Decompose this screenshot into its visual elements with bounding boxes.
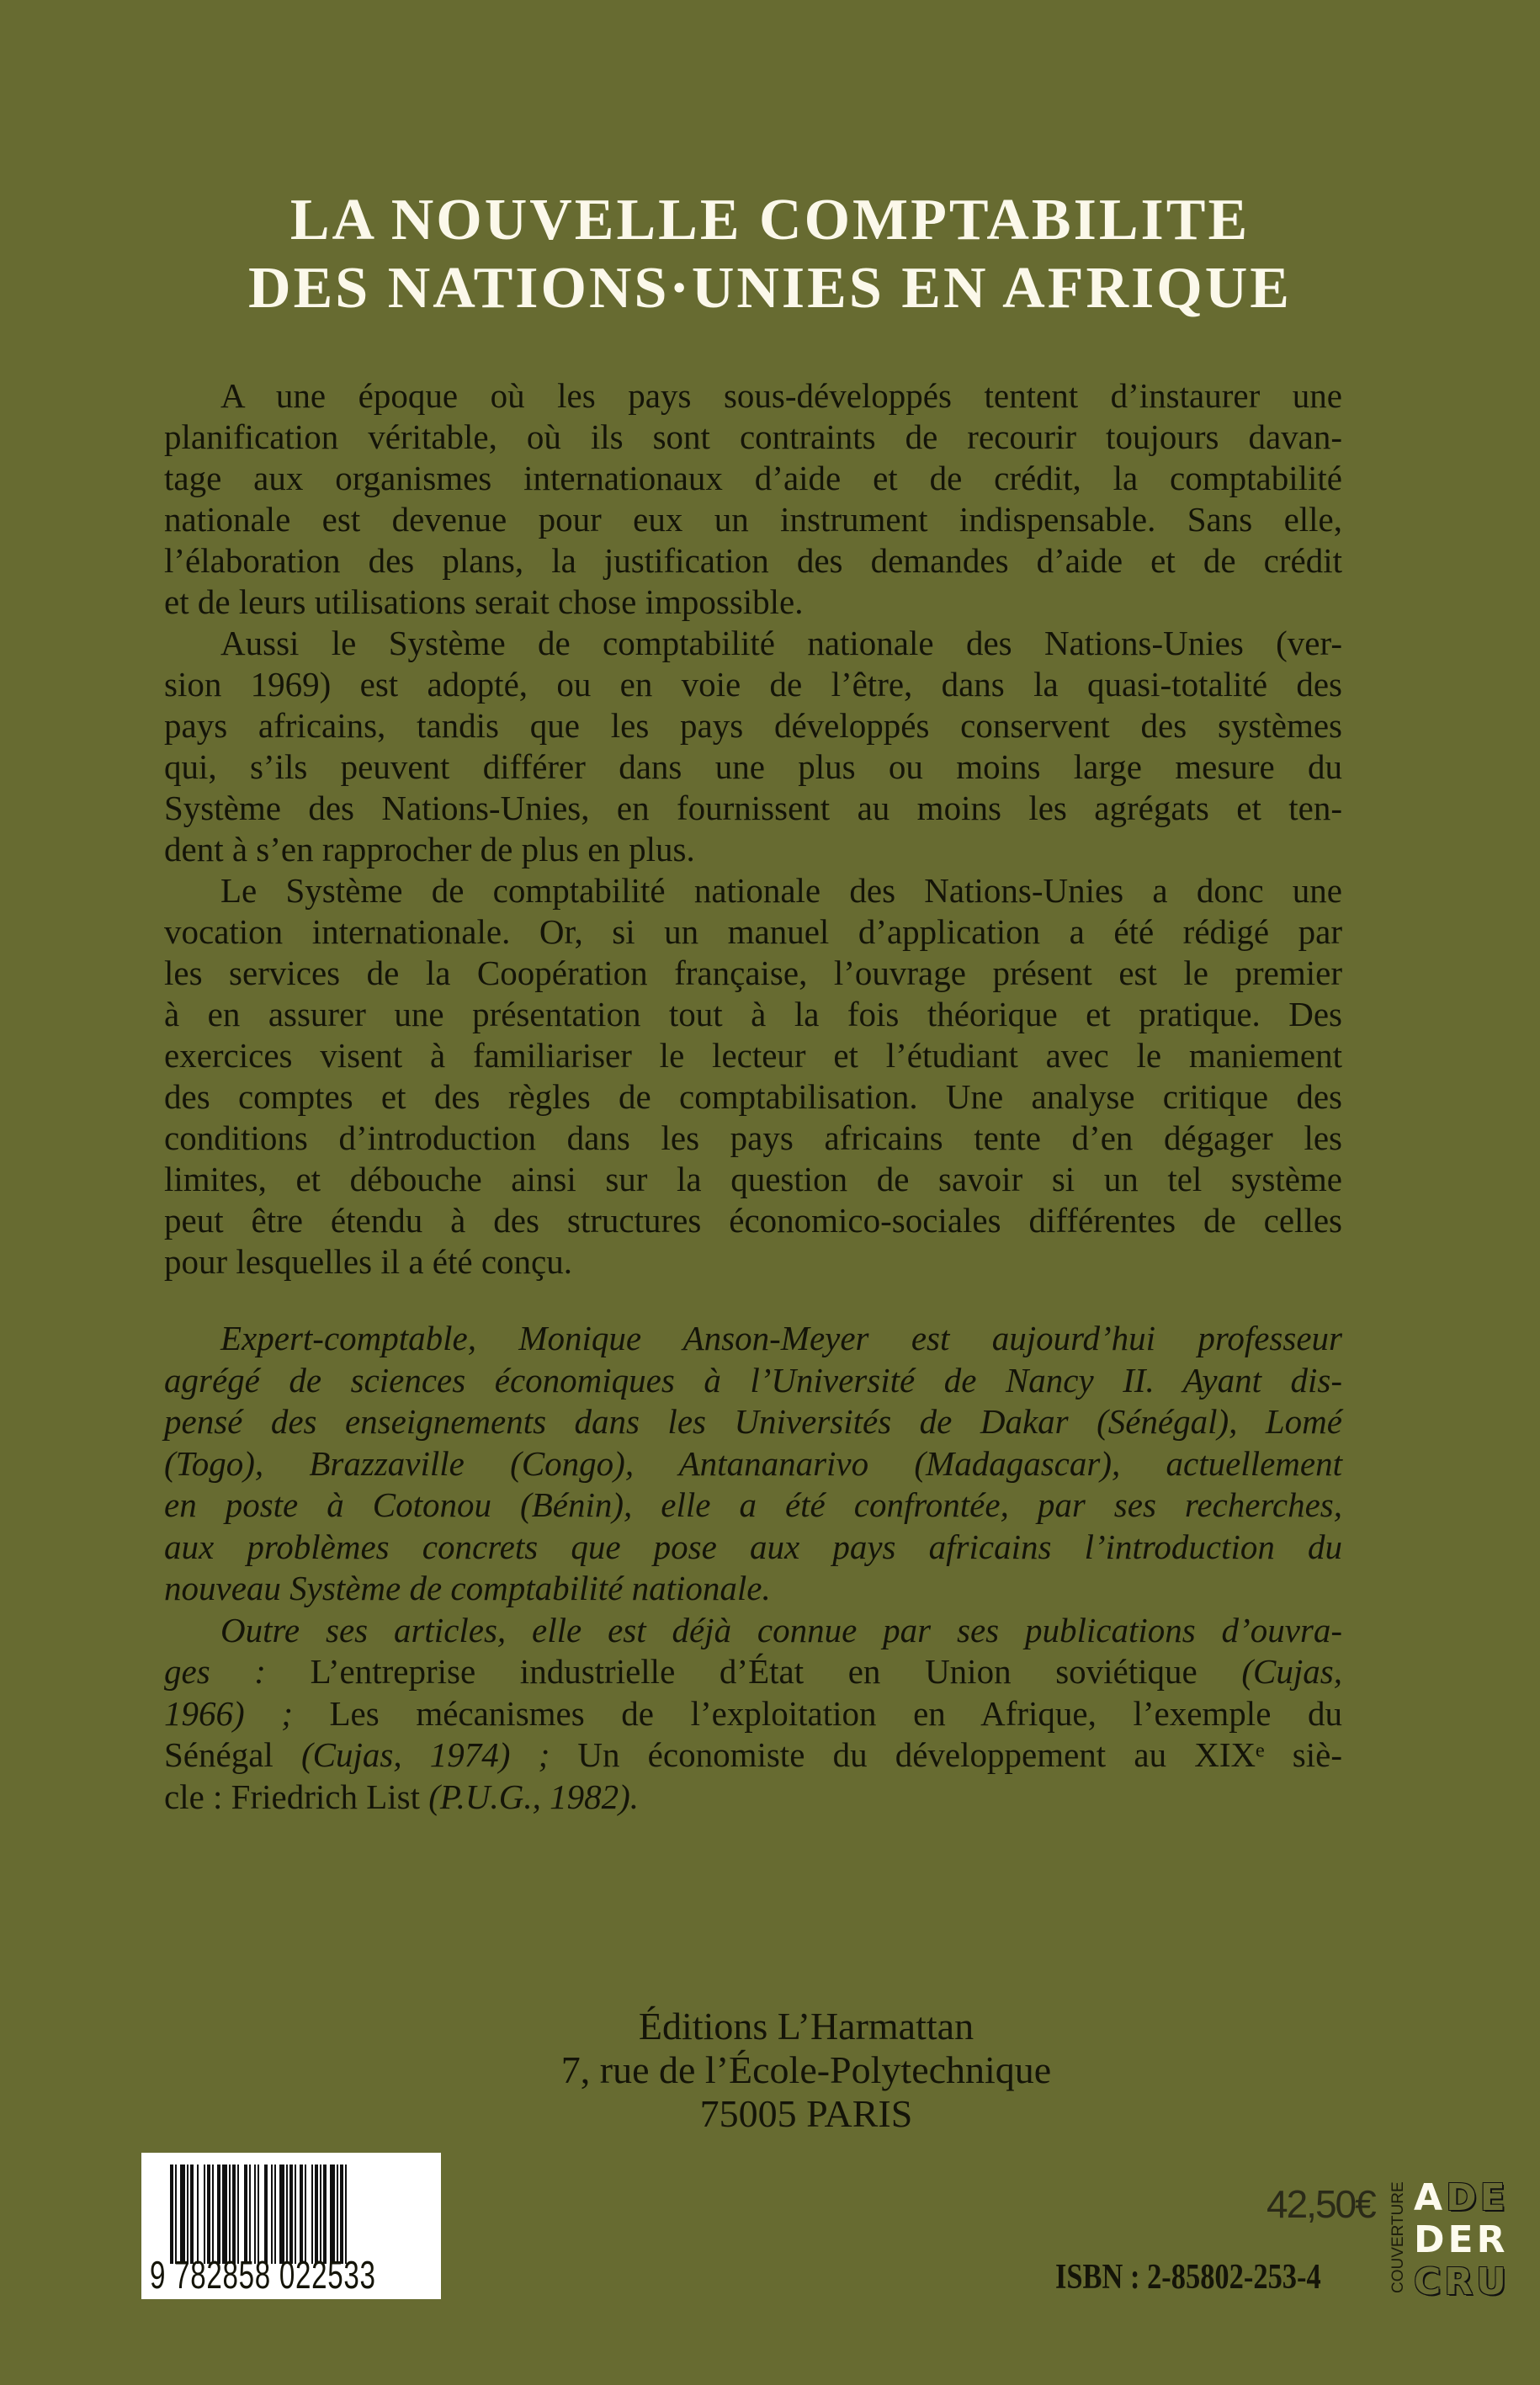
text-line: pour lesquelles il a été conçu. <box>164 1242 572 1281</box>
bio-line <box>164 1777 1342 1818</box>
italic-text: (Cujas, 1974) ; <box>300 1735 578 1774</box>
text-line: peut être étendu à des structures économico-sociales différentes de celles <box>164 1201 1342 1240</box>
text-line: dent à s’en rapprocher de plus en plus. <box>164 830 695 868</box>
title-line-1: LA NOUVELLE COMPTABILITE <box>289 188 1251 252</box>
text-line: sion 1969) est adopté, ou en voie de l’être, dans la quasi-totalité des <box>164 665 1342 704</box>
logo-row-3: CRU <box>1414 2260 1510 2303</box>
text-line: Système des Nations-Unies, en fournissent au moins les agrégats et ten- <box>164 789 1342 827</box>
roman-text: Un économiste du développement au XIXᵉ siè- <box>577 1735 1342 1774</box>
text-line: planification véritable, où ils sont contraints de recourir toujours davan- <box>164 417 1342 456</box>
barcode-bar <box>347 2165 350 2264</box>
text-line: Le Système de comptabilité nationale des Nations-Unies a donc une <box>220 871 1342 910</box>
text-line: les services de la Coopération française, l’ouvrage présent est le premier <box>164 953 1342 992</box>
barcode-bars <box>170 2165 414 2264</box>
publisher-street: 7, rue de l’École-Polytechnique <box>560 2048 1052 2091</box>
isbn: ISBN : 2-85802-253-4 <box>1055 2258 1321 2297</box>
bio-line <box>164 1443 1342 1485</box>
barcode-number: 9 782858 022533 <box>150 2253 376 2297</box>
publisher-name: Éditions L’Harmattan <box>638 2005 974 2048</box>
italic-text: aux problèmes concrets que pose aux pays africains l’introduction du <box>164 1527 1342 1566</box>
italic-text: nouveau Système de comptabilité nationale. <box>164 1569 771 1607</box>
roman-text: Sénégal <box>164 1735 301 1774</box>
italic-text: 1966) ; <box>164 1693 330 1733</box>
roman-text: L’entreprise industrielle d’État en Union soviétique <box>310 1652 1242 1691</box>
italic-text: ges : <box>164 1652 311 1691</box>
logo-vertical-text: COUVERTURE <box>1389 2181 1407 2293</box>
italic-text: (Cujas, <box>1241 1652 1342 1691</box>
bio-line <box>164 1360 1342 1401</box>
text-line: nationale est devenue pour eux un instrument indispensable. Sans elle, <box>164 500 1342 539</box>
text-line: Aussi le Système de comptabilité nationale des Nations-Unies (ver- <box>220 624 1342 662</box>
barcode <box>141 2153 441 2299</box>
bio-line <box>164 1568 1342 1609</box>
text-line: et de leurs utilisations serait chose impossible. <box>164 582 804 621</box>
bio-line <box>164 1527 1342 1568</box>
italic-text: (Togo), Brazzaville (Congo), Antananarivo (Madagascar), actuellement <box>164 1443 1342 1483</box>
bio-line <box>164 1651 1342 1692</box>
bio-line <box>164 1734 1342 1776</box>
text-line: tage aux organismes internationaux d’aide et de crédit, la comptabilité <box>164 459 1342 497</box>
text-line: l’élaboration des plans, la justification des demandes d’aide et de crédit <box>164 541 1342 580</box>
roman-text: cle : Friedrich List <box>164 1777 429 1816</box>
italic-text: Expert-comptable, Monique Anson-Meyer est aujourd’hui professeur <box>220 1319 1342 1357</box>
logo-row-2: DER <box>1414 2218 1509 2261</box>
text-line: à en assurer une présentation tout à la fois théorique et pratique. Des <box>164 995 1342 1033</box>
roman-text: Les mécanismes de l’exploitation en Afrique, l’exemple du <box>329 1693 1342 1733</box>
cover-designer-logo <box>1389 2178 1523 2304</box>
text-line: conditions d’introduction dans les pays africains tente d’en dégager les <box>164 1118 1342 1157</box>
italic-text: (P.U.G., 1982). <box>428 1777 640 1816</box>
italic-text: pensé des enseignements dans les Universités de Dakar (Sénégal), Lomé <box>164 1402 1342 1441</box>
bio-line <box>164 1485 1342 1526</box>
text-line: exercices visent à familiariser le lecteur et l’étudiant avec le maniement <box>164 1036 1342 1075</box>
title-line-2: DES NATIONS·UNIES EN AFRIQUE <box>248 256 1292 321</box>
price: 42,50€ <box>1267 2182 1375 2226</box>
text-line: pays africains, tandis que les pays développés conservent des systèmes <box>164 706 1342 745</box>
bio-line <box>164 1693 1342 1734</box>
italic-text: Outre ses articles, elle est déjà connue par ses publications d’ouvra- <box>220 1610 1342 1649</box>
text-line: limites, et débouche ainsi sur la question de savoir si un tel système <box>164 1160 1342 1198</box>
text-line: A une époque où les pays sous-développés tentent d’instaurer une <box>220 376 1342 415</box>
bio-line <box>220 1610 1342 1651</box>
logo-row-1: ADE <box>1414 2176 1509 2219</box>
publisher-city: 75005 PARIS <box>699 2092 913 2135</box>
italic-text: en poste à Cotonou (Bénin), elle a été confrontée, par ses recherches, <box>164 1485 1342 1524</box>
text-line: qui, s’ils peuvent différer dans une plus ou moins large mesure du <box>164 747 1342 786</box>
italic-text: agrégé de sciences économiques à l’Université de Nancy II. Ayant dis- <box>164 1360 1342 1400</box>
bio-line <box>164 1401 1342 1442</box>
text-line: vocation internationale. Or, si un manuel d’application a été rédigé par <box>164 912 1342 951</box>
bio-line <box>220 1318 1342 1359</box>
text-line: des comptes et des règles de comptabilisation. Une analyse critique des <box>164 1077 1342 1116</box>
